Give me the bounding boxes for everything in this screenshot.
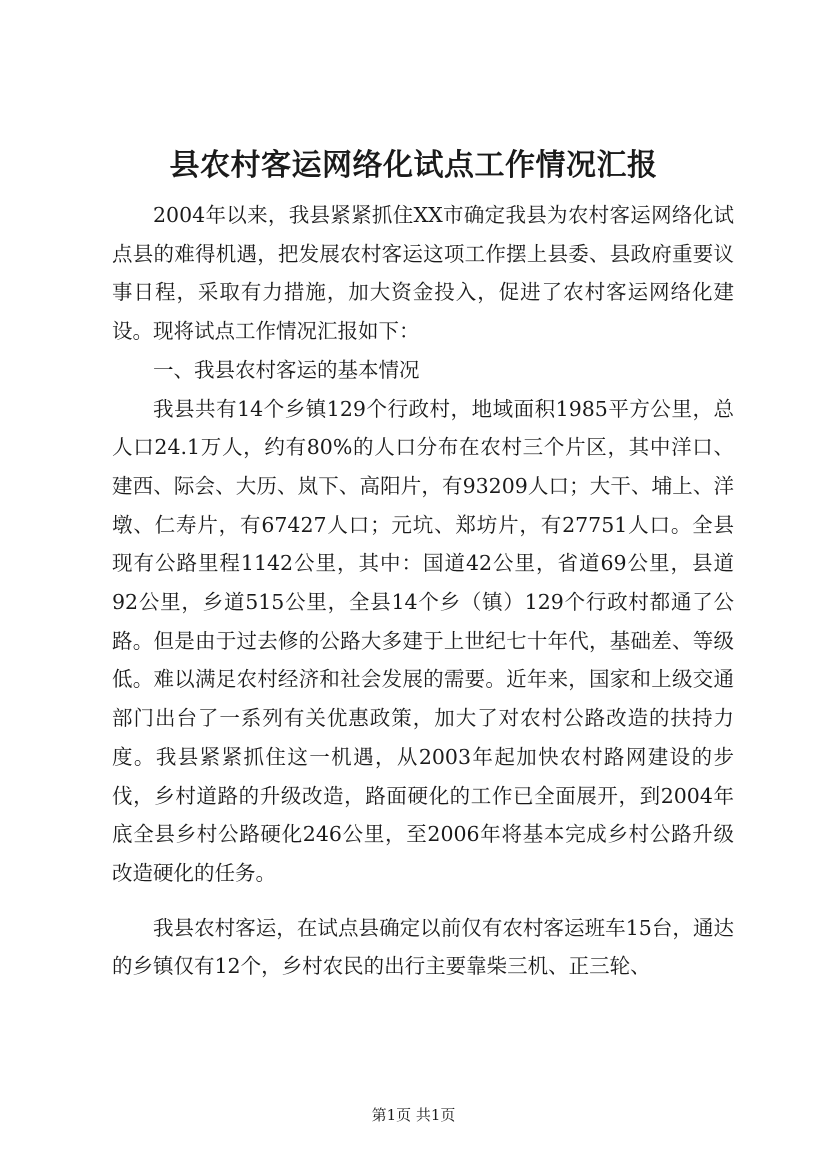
paragraph-rural-transit: 我县农村客运，在试点县确定以前仅有农村客运班车15台，通达的乡镇仅有12个，乡村农民的出行主要靠柴三机、正三轮、 xyxy=(112,915,734,979)
page-footer: 第1页 共1页 xyxy=(371,1106,456,1124)
paragraph-basic-situation: 我县共有14个乡镇129个行政村，地域面积1985平方公里，总人口24.1万人，约有80%的人口分布在农村三个片区，其中洋口、建西、际会、大历、岚下、高阳片，有93209人口；大干、埔上、洋墩、仁寿片，有67427人口；元坑、郑坊片，有27751人口。全县现有公路里程1142公里，其中：国道42公里，省道69公里，县道92公里，乡道515公里，全县14个乡（镇）129个行政村都通了公路。但是由于过去修的公路大多建于上世纪七十年代，基础差、等级低。难以满足农村经济和社会发展的需要。近年来，国家和上级交通部门出台了一系列有关优惠政策，加大了对农村公路改造的扶持力度。我县紧紧抓住这一机遇，从2003年起加快农村路网建设的步伐，乡村道路的升级改造，路面硬化的工作已全面展开，到2004年底全县乡村公路硬化246公里，至2006年将基本完成乡村公路升级改造硬化的任务。 xyxy=(112,396,734,885)
document-body xyxy=(112,196,734,986)
document-title: 县农村客运网络化试点工作情况汇报 xyxy=(169,148,658,183)
section-heading: 一、我县农村客运的基本情况 xyxy=(153,357,420,382)
paragraph-intro: 2004年以来，我县紧紧抓住XX市确定我县为农村客运网络化试点县的难得机遇，把发展农村客运这项工作摆上县委、县政府重要议事日程，采取有力措施，加大资金投入，促进了农村客运网络化建设。现将试点工作情况汇报如下： xyxy=(112,203,734,344)
